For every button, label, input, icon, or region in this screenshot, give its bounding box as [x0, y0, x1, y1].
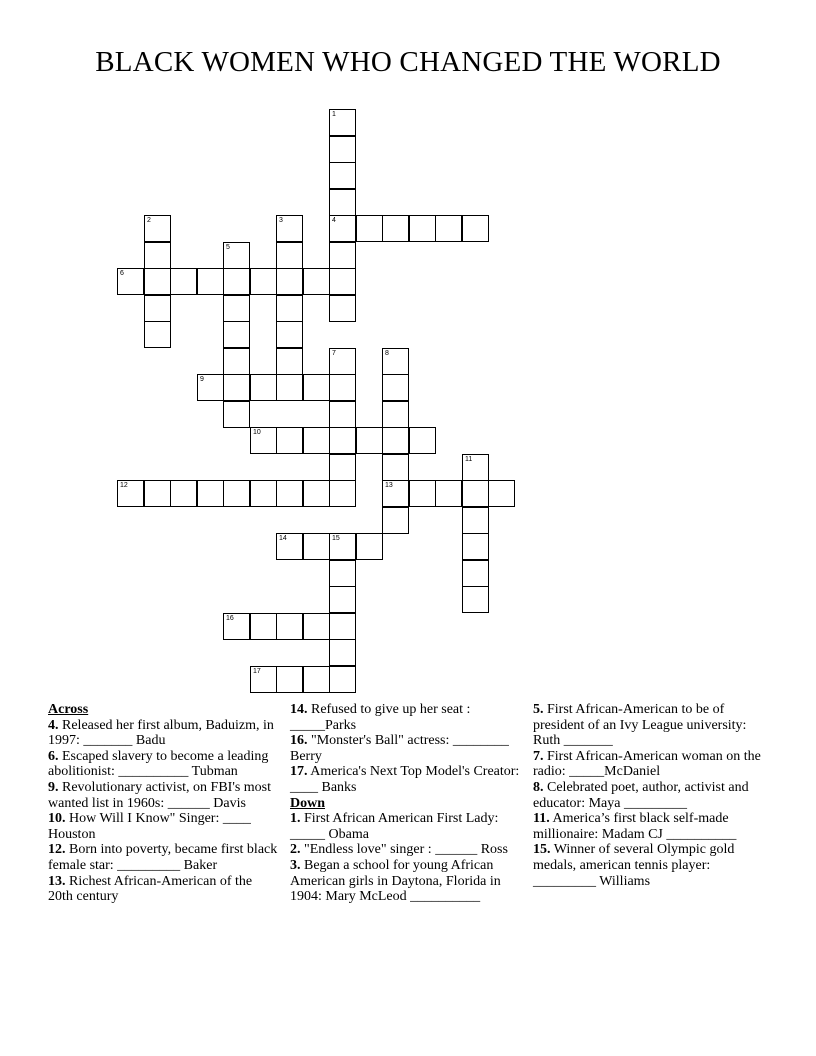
grid-cell[interactable] [223, 401, 250, 428]
grid-cell[interactable] [382, 401, 409, 428]
grid-cell[interactable] [382, 427, 409, 454]
grid-cell[interactable] [303, 374, 330, 401]
grid-cell[interactable] [276, 533, 303, 560]
clue-down-3: 3. Began a school for young African American girls in Daytona, Florida in 1904: Mary McLeod __________ [290, 857, 501, 905]
grid-cell[interactable] [303, 268, 330, 295]
grid-cell[interactable] [170, 268, 197, 295]
grid-cell[interactable] [276, 242, 303, 269]
grid-cell[interactable] [276, 480, 303, 507]
grid-cell[interactable] [356, 533, 383, 560]
clue-across-6: 6. Escaped slavery to become a leading abolitionist: __________ Tubman [48, 748, 269, 780]
grid-cell[interactable] [462, 533, 489, 560]
clue-number: 10 [253, 429, 261, 436]
clue-across-10: 10. How Will I Know" Singer: ____ Houston [48, 811, 251, 842]
grid-cell[interactable] [329, 586, 356, 613]
grid-cell[interactable] [250, 268, 277, 295]
grid-cell[interactable] [250, 427, 277, 454]
grid-cell[interactable] [276, 321, 303, 348]
grid-cell[interactable] [197, 268, 224, 295]
grid-cell[interactable] [329, 639, 356, 666]
clue-down-7: 7. First African-American woman on the radio: _____McDaniel [533, 748, 761, 780]
clue-down-1: 1. First African American First Lady: _____ Obama [290, 811, 499, 842]
grid-cell[interactable] [382, 507, 409, 534]
grid-cell[interactable] [356, 427, 383, 454]
grid-cell[interactable] [223, 321, 250, 348]
grid-cell[interactable] [329, 189, 356, 216]
clues-column-2 [290, 702, 522, 905]
grid-cell[interactable] [462, 507, 489, 534]
grid-cell[interactable] [144, 215, 171, 242]
clue-down-2: 2. "Endless love" singer : ______ Ross [290, 842, 508, 858]
grid-cell[interactable] [329, 560, 356, 587]
grid-cell[interactable] [250, 480, 277, 507]
down-header: Down [290, 795, 326, 811]
grid-cell[interactable] [276, 295, 303, 322]
grid-cell[interactable] [329, 295, 356, 322]
grid-cell[interactable] [329, 109, 356, 136]
grid-cell[interactable] [144, 480, 171, 507]
clue-number: 5 [226, 244, 230, 251]
clue-number: 12 [120, 482, 128, 489]
grid-cell[interactable] [329, 268, 356, 295]
clue-number: 3 [279, 217, 283, 224]
grid-cell[interactable] [329, 215, 356, 242]
grid-cell[interactable] [144, 321, 171, 348]
grid-cell[interactable] [223, 613, 250, 640]
clue-number: 4 [332, 217, 336, 224]
clue-number: 2 [147, 217, 151, 224]
grid-cell[interactable] [382, 454, 409, 481]
clues-column-3 [533, 702, 769, 889]
grid-cell[interactable] [303, 480, 330, 507]
grid-cell[interactable] [303, 533, 330, 560]
grid-cell[interactable] [276, 268, 303, 295]
clue-number: 16 [226, 615, 234, 622]
grid-cell[interactable] [435, 480, 462, 507]
grid-cell[interactable] [276, 374, 303, 401]
clue-down-8: 8. Celebrated poet, author, activist and educator: Maya _________ [533, 779, 749, 811]
clue-number: 15 [332, 535, 340, 542]
clue-number: 6 [120, 270, 124, 277]
clue-number: 9 [200, 376, 204, 383]
grid-cell[interactable] [329, 162, 356, 189]
grid-cell[interactable] [329, 613, 356, 640]
grid-cell[interactable] [276, 666, 303, 693]
grid-cell[interactable] [382, 374, 409, 401]
clue-number: 11 [465, 456, 473, 463]
clue-number: 17 [253, 668, 261, 675]
grid-cell[interactable] [382, 480, 409, 507]
clue-across-12: 12. Born into poverty, became first black female star: _________ Baker [48, 842, 278, 873]
grid-cell[interactable] [250, 666, 277, 693]
grid-cell[interactable] [409, 480, 436, 507]
puzzle-title: BLACK WOMEN WHO CHANGED THE WORLD [95, 46, 721, 78]
grid-cell[interactable] [462, 560, 489, 587]
grid-cell[interactable] [488, 480, 515, 507]
clue-number: 1 [332, 111, 336, 118]
grid-cell[interactable] [329, 242, 356, 269]
grid-cell[interactable] [303, 427, 330, 454]
grid-cell[interactable] [223, 295, 250, 322]
grid-cell[interactable] [303, 666, 330, 693]
clue-down-15: 15. Winner of several Olympic gold medals, american tennis player: _________ Williams [533, 842, 735, 889]
grid-cell[interactable] [329, 401, 356, 428]
grid-cell[interactable] [250, 374, 277, 401]
clue-number: 13 [385, 482, 393, 489]
grid-cell[interactable] [197, 480, 224, 507]
grid-cell[interactable] [223, 480, 250, 507]
grid-cell[interactable] [276, 215, 303, 242]
grid-cell[interactable] [462, 586, 489, 613]
grid-cell[interactable] [197, 374, 224, 401]
grid-cell[interactable] [223, 374, 250, 401]
across-header: Across [48, 702, 89, 717]
clue-across-4: 4. Released her first album, Baduizm, in 1997: _______ Badu [48, 717, 274, 749]
grid-cell[interactable] [462, 454, 489, 481]
grid-cell[interactable] [382, 348, 409, 375]
grid-cell[interactable] [170, 480, 197, 507]
clue-number: 14 [279, 535, 287, 542]
grid-cell[interactable] [117, 268, 144, 295]
grid-cell[interactable] [276, 348, 303, 375]
grid-cell[interactable] [329, 136, 356, 163]
grid-cell[interactable] [356, 215, 383, 242]
grid-cell[interactable] [462, 215, 489, 242]
grid-cell[interactable] [117, 480, 144, 507]
grid-cell[interactable] [409, 427, 436, 454]
grid-cell[interactable] [303, 613, 330, 640]
grid-cell[interactable] [276, 427, 303, 454]
grid-cell[interactable] [223, 268, 250, 295]
grid-cell[interactable] [144, 295, 171, 322]
grid-cell[interactable] [250, 613, 277, 640]
clue-number: 8 [385, 350, 389, 357]
grid-cell[interactable] [329, 348, 356, 375]
grid-cell[interactable] [276, 613, 303, 640]
grid-cell[interactable] [329, 533, 356, 560]
clues-column-1 [48, 702, 280, 905]
grid-cell[interactable] [329, 427, 356, 454]
clue-across-13: 13. Richest African-American of the 20th century [48, 873, 253, 905]
grid-cell[interactable] [223, 242, 250, 269]
grid-cell[interactable] [329, 666, 356, 693]
grid-cell[interactable] [329, 480, 356, 507]
grid-cell[interactable] [329, 374, 356, 401]
grid-cell[interactable] [462, 480, 489, 507]
grid-cell[interactable] [409, 215, 436, 242]
clue-across-16: 16. "Monster's Ball" actress: ________ Berry [290, 733, 509, 764]
clue-down-11: 11. America’s first black self-made millionaire: Madam CJ __________ [533, 811, 737, 842]
grid-cell[interactable] [144, 268, 171, 295]
clue-across-14: 14. Refused to give up her seat : _____Parks [290, 702, 471, 733]
grid-cell[interactable] [435, 215, 462, 242]
clue-across-17: 17. America's Next Top Model's Creator: ____ Banks [290, 764, 520, 795]
clue-across-9: 9. Revolutionary activist, on FBI's most wanted list in 1960s: ______ Davis [48, 779, 272, 811]
grid-cell[interactable] [144, 242, 171, 269]
grid-cell[interactable] [223, 348, 250, 375]
clue-number: 7 [332, 350, 336, 357]
clue-down-5: 5. First African-American to be of president of an Ivy League university: Ruth _______ [533, 702, 747, 749]
grid-cell[interactable] [382, 215, 409, 242]
grid-cell[interactable] [329, 454, 356, 481]
